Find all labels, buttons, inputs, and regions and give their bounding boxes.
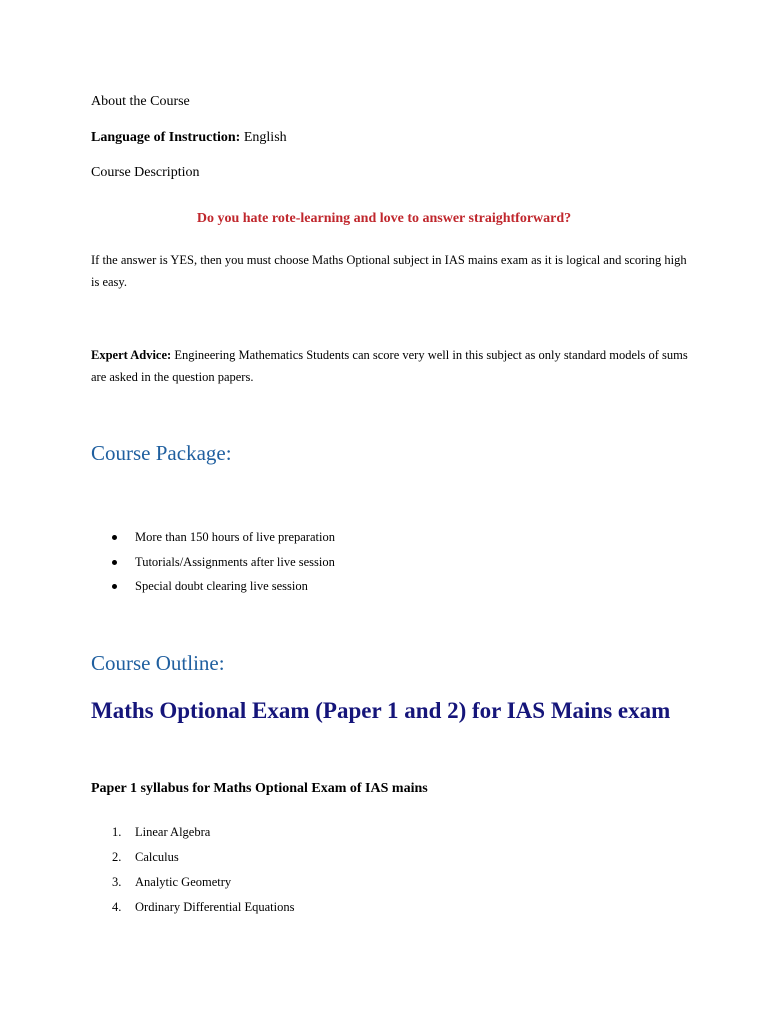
language-label: Language of Instruction: xyxy=(91,130,241,145)
bullet-icon xyxy=(112,560,117,565)
list-item xyxy=(91,873,294,898)
exam-title: Maths Optional Exam (Paper 1 and 2) for IAS Mains exam xyxy=(91,698,671,723)
list-number: 3. xyxy=(112,875,122,889)
list-number: 4. xyxy=(112,900,122,914)
list-number: 2. xyxy=(112,850,122,864)
language-line xyxy=(91,129,287,147)
list-item xyxy=(91,577,335,602)
paper1-topic-list xyxy=(91,823,294,923)
list-item-label: Analytic Geometry xyxy=(135,875,232,889)
course-package-list xyxy=(91,528,335,602)
course-package-heading: Course Package: xyxy=(91,441,232,465)
bullet-icon xyxy=(112,584,117,589)
about-course-title: About the Course xyxy=(91,94,190,109)
list-item-label: Calculus xyxy=(135,850,179,864)
paper1-title: Paper 1 syllabus for Maths Optional Exam of IAS mains xyxy=(91,781,428,796)
intro-paragraph: If the answer is YES, then you must choose Maths Optional subject in IAS mains exam as it is logical and scoring high is easy. xyxy=(91,253,687,289)
list-item xyxy=(91,823,294,848)
list-item-label: Special doubt clearing live session xyxy=(135,579,308,593)
expert-advice-label: Expert Advice: xyxy=(91,348,172,362)
course-description-title: Course Description xyxy=(91,165,200,180)
list-item xyxy=(91,528,335,553)
list-item-label: Ordinary Differential Equations xyxy=(135,900,295,914)
list-item-label: Linear Algebra xyxy=(135,825,211,839)
list-item-label: Tutorials/Assignments after live session xyxy=(135,554,335,569)
list-item xyxy=(91,553,335,578)
expert-advice-text: Engineering Mathematics Students can score very well in this subject as only standard models of sums are asked in the question papers. xyxy=(91,348,688,384)
list-item xyxy=(91,898,294,923)
list-item xyxy=(91,848,294,873)
course-outline-heading: Course Outline: xyxy=(91,651,225,675)
list-number: 1. xyxy=(112,825,122,839)
question-heading: Do you hate rote-learning and love to answer straightforward? xyxy=(196,211,572,226)
bullet-icon xyxy=(112,535,117,540)
expert-advice-paragraph xyxy=(91,344,691,388)
language-value: English xyxy=(240,130,287,145)
list-item-label: More than 150 hours of live preparation xyxy=(135,530,335,544)
